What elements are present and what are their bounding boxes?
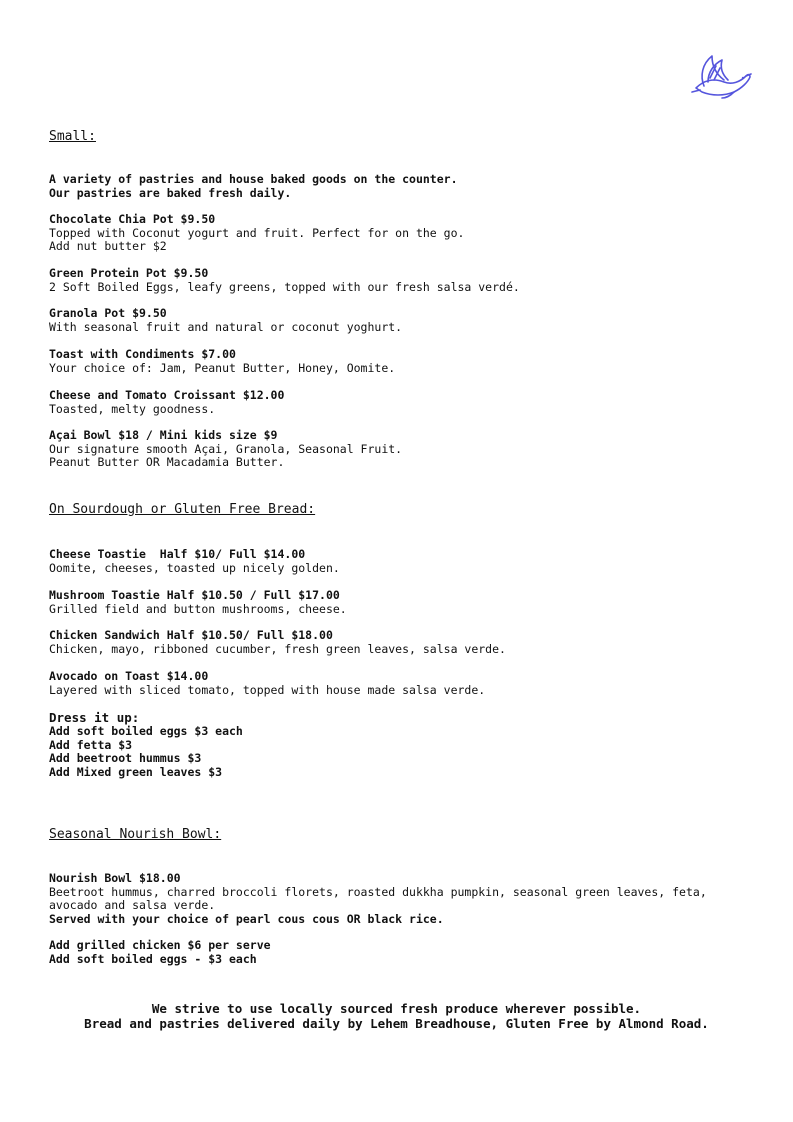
item-description: Add nut butter $2 (49, 239, 167, 253)
item-description: Topped with Coconut yogurt and fruit. Perfect for on the go. (49, 225, 465, 240)
bird-icon (690, 52, 752, 100)
item-description: Our signature smooth Açai, Granola, Seasonal Fruit. (49, 441, 403, 456)
menu-item (49, 872, 749, 926)
item-description: Chicken, mayo, ribboned cucumber, fresh green leaves, salsa verde. (49, 641, 506, 656)
menu-item (49, 213, 749, 254)
intro-line: A variety of pastries and house baked goods on the counter. (49, 172, 458, 186)
menu-item (49, 429, 749, 470)
addon-line: Add Mixed green leaves $3 (49, 764, 223, 779)
item-title: Cheese and Tomato Croissant $12.00 (49, 388, 285, 402)
item-title: Chicken Sandwich Half $10.50/ Full $18.00 (49, 628, 333, 642)
section-heading-small: Small: (49, 129, 96, 144)
menu-item (49, 307, 749, 334)
menu-item (49, 670, 749, 697)
small-section (49, 129, 749, 144)
menu-item (49, 629, 749, 656)
menu-item (49, 389, 749, 416)
item-description: Grilled field and button mushrooms, cheese. (49, 601, 347, 616)
item-title: Toast with Condiments $7.00 (49, 347, 236, 361)
nourish-addons (49, 939, 749, 966)
item-description: Oomite, cheeses, toasted up nicely golden. (49, 560, 340, 575)
intro-line: Our pastries are baked fresh daily. (49, 185, 292, 200)
item-title: Granola Pot $9.50 (49, 306, 167, 320)
addon-line: Add beetroot hummus $3 (49, 751, 202, 765)
item-description: With seasonal fruit and natural or coconut yoghurt. (49, 319, 403, 334)
item-title: Mushroom Toastie Half $10.50 / Full $17.00 (49, 588, 340, 602)
menu-item (49, 267, 749, 294)
addon-line: Add soft boiled eggs $3 each (49, 724, 243, 738)
addon-line: Add fetta $3 (49, 737, 133, 752)
item-title: Avocado on Toast $14.00 (49, 669, 209, 683)
item-description: Beetroot hummus, charred broccoli florets, roasted dukkha pumpkin, seasonal green leaves, feta, (49, 884, 707, 899)
addon-line: Add soft boiled eggs - $3 each (49, 951, 257, 966)
section-heading-nourish: Seasonal Nourish Bowl: (49, 827, 222, 842)
item-title: Nourish Bowl $18.00 (49, 871, 181, 885)
small-intro (49, 173, 749, 200)
item-title: Green Protein Pot $9.50 (49, 266, 209, 280)
menu-item (49, 589, 749, 616)
item-description: Peanut Butter OR Macadamia Butter. (49, 455, 285, 469)
item-title: Cheese Toastie Half $10/ Full $14.00 (49, 547, 306, 561)
dress-title: Dress it up: (49, 710, 140, 725)
item-description: Layered with sliced tomato, topped with house made salsa verde. (49, 682, 486, 697)
item-description: Your choice of: Jam, Peanut Butter, Honey, Oomite. (49, 360, 396, 375)
dress-it-up (49, 711, 749, 779)
footer-line: Bread and pastries delivered daily by Lehem Breadhouse, Gluten Free by Almond Road. (84, 1016, 709, 1031)
nourish-section (49, 827, 749, 842)
served-with: Served with your choice of pearl cous cous OR black rice. (49, 911, 444, 926)
section-heading-sourdough: On Sourdough or Gluten Free Bread: (49, 502, 316, 517)
footer-line: We strive to use locally sourced fresh produce wherever possible. (151, 1001, 642, 1016)
item-description: Toasted, melty goodness. (49, 401, 216, 416)
addon-line: Add grilled chicken $6 per serve (49, 938, 271, 952)
menu-item (49, 348, 749, 375)
item-title: Chocolate Chia Pot $9.50 (49, 212, 216, 226)
item-description: 2 Soft Boiled Eggs, leafy greens, topped with our fresh salsa verdé. (49, 279, 520, 294)
menu-item (49, 548, 749, 575)
item-description: avocado and salsa verde. (49, 898, 216, 912)
item-title: Açai Bowl $18 / Mini kids size $9 (49, 428, 278, 442)
sourdough-section (49, 502, 749, 517)
